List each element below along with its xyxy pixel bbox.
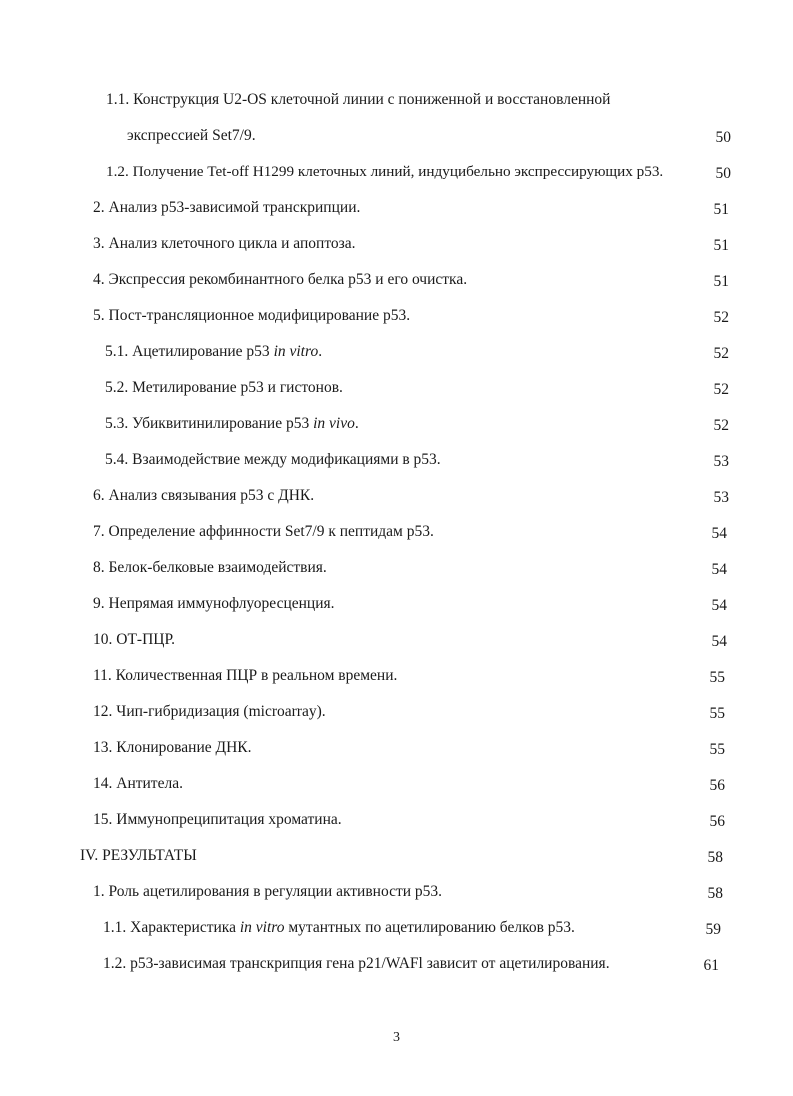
toc-entry-1-1-line2: экспрессией Set7/9. bbox=[127, 127, 256, 144]
toc-page-number: 52 bbox=[713, 417, 729, 434]
toc-page-number: 55 bbox=[709, 669, 725, 686]
toc-entry-iv-1-1: 1.1. Характеристика in vitro мутантных по ацетилированию белков p53. bbox=[103, 919, 575, 936]
toc-entry-1-1-line1: 1.1. Конструкция U2-OS клеточной линии с пониженной и восстановленной bbox=[106, 91, 611, 108]
toc-entry-5-4: 5.4. Взаимодействие между модификациями в p53. bbox=[105, 451, 441, 468]
toc-page-number: 58 bbox=[707, 849, 723, 866]
toc-page-number: 61 bbox=[703, 957, 719, 974]
toc-entry-9: 9. Непрямая иммунофлуоресценция. bbox=[93, 595, 335, 612]
toc-entry-iv-1: 1. Роль ацетилирования в регуляции активности p53. bbox=[93, 883, 443, 900]
toc-page-number: 51 bbox=[713, 237, 729, 254]
toc-entry-12: 12. Чип-гибридизация (microarray). bbox=[93, 703, 326, 720]
toc-page-number: 56 bbox=[709, 813, 725, 830]
toc-page-number: 58 bbox=[707, 885, 723, 902]
toc-page-number: 52 bbox=[713, 345, 729, 362]
toc-entry-3: 3. Анализ клеточного цикла и апоптоза. bbox=[93, 235, 356, 252]
toc-entry-5-3: 5.3. Убиквитинилирование p53 in vivo. bbox=[105, 415, 359, 432]
toc-entry-8: 8. Белок-белковые взаимодействия. bbox=[93, 559, 327, 576]
toc-page-number: 51 bbox=[713, 273, 729, 290]
toc-page-number: 54 bbox=[711, 633, 727, 650]
toc-entry-5-2: 5.2. Метилирование p53 и гистонов. bbox=[105, 379, 343, 396]
toc-entry-7: 7. Определение аффинности Set7/9 к пептидам p53. bbox=[93, 523, 434, 540]
toc-entry-15: 15. Иммунопреципитация хроматина. bbox=[93, 811, 342, 828]
toc-page-number: 59 bbox=[705, 921, 721, 938]
toc-page-number: 53 bbox=[713, 489, 729, 506]
toc-page-number: 52 bbox=[713, 381, 729, 398]
toc-entry-6: 6. Анализ связывания p53 с ДНК. bbox=[93, 487, 315, 504]
toc-entry-11: 11. Количественная ПЦР в реальном времени. bbox=[93, 667, 398, 684]
toc-page-number: 54 bbox=[711, 561, 727, 578]
toc-page-number: 50 bbox=[715, 129, 731, 146]
toc-entry-iv-1-2: 1.2. p53-зависимая транскрипция гена p21/WAFl зависит от ацетилирования. bbox=[103, 955, 610, 972]
toc-page-number: 54 bbox=[711, 597, 727, 614]
toc-page-number: 52 bbox=[713, 309, 729, 326]
toc-page-number: 54 bbox=[711, 525, 727, 542]
toc-entry-1-2: 1.2. Получение Tet-off H1299 клеточных линий, индуцибельно экспрессирующих p53. bbox=[106, 163, 664, 180]
toc-page-number: 55 bbox=[709, 705, 725, 722]
toc-page-number: 56 bbox=[709, 777, 725, 794]
toc-page-number: 51 bbox=[713, 201, 729, 218]
toc-entry-2: 2. Анализ p53-зависимой транскрипции. bbox=[93, 199, 361, 216]
toc-entry-5-1: 5.1. Ацетилирование p53 in vitro. bbox=[105, 343, 323, 360]
toc-entry-10: 10. ОТ-ПЦР. bbox=[93, 631, 176, 648]
page-number: 3 bbox=[393, 1030, 400, 1045]
toc-entry-14: 14. Антитела. bbox=[93, 775, 183, 792]
toc-entry-4: 4. Экспрессия рекомбинантного белка p53 и его очистка. bbox=[93, 271, 468, 288]
toc-page-number: 53 bbox=[713, 453, 729, 470]
toc-page-number: 50 bbox=[715, 165, 731, 182]
toc-page-number: 55 bbox=[709, 741, 725, 758]
toc-entry-13: 13. Клонирование ДНК. bbox=[93, 739, 252, 756]
toc-entry-5: 5. Пост-трансляционное модифицирование p53. bbox=[93, 307, 411, 324]
toc-section-iv: IV. РЕЗУЛЬТАТЫ bbox=[80, 847, 197, 864]
